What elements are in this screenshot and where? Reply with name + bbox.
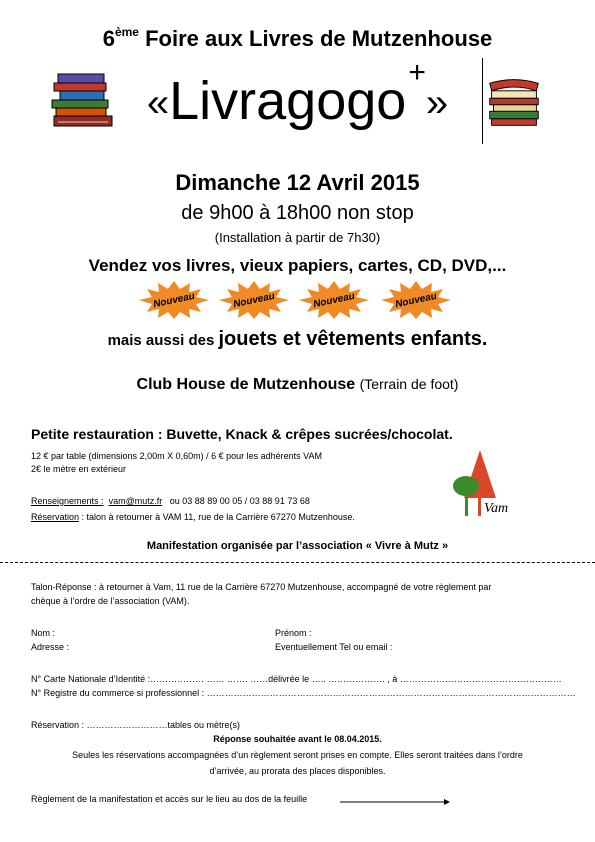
edition-number: 6: [102, 26, 115, 51]
organiser-line: Manifestation organisée par l’association « Vivre à Mutz »: [146, 540, 449, 552]
deadline-note: Réponse souhaitée avant le 08.04.2015.: [213, 734, 382, 744]
also-prefix: mais aussi des: [107, 332, 219, 349]
arrow-right-icon: [340, 794, 450, 804]
open-books-icon: [484, 74, 544, 134]
firstname-field-label: Prénom :: [275, 628, 312, 638]
contact-line: [31, 496, 310, 506]
brand-plus: +: [408, 56, 426, 89]
new-badge-label: Nouveau: [232, 290, 276, 311]
brand-close-quote: »: [425, 81, 449, 125]
brand-text: Livragogo: [169, 71, 407, 131]
edition-suffix: ème: [114, 24, 139, 39]
rules-note: [31, 794, 307, 804]
fair-title: [0, 26, 595, 52]
trade-register-field: N° Registre du commerce si professionnel : ……………………………………………………………………………………………………………: [31, 688, 576, 698]
vam-logo-text: Vam: [484, 501, 509, 516]
contact-email[interactable]: vam@mutz.fr: [108, 496, 163, 506]
price-table: 12 € par table (dimensions 2,00m X 0,60m) / 6 € pour les adhérents VAM: [31, 451, 322, 461]
vam-logo: [440, 446, 510, 522]
catering-line: Petite restauration : Buvette, Knack & crêpes sucrées/chocolat.: [31, 426, 453, 442]
reservation-text: : talon à retourner à VAM 11, rue de la Carrière 67270 Mutzenhouse.: [79, 512, 355, 522]
contact-phone: ou 03 88 89 00 05 / 03 88 91 73 68: [169, 496, 310, 506]
id-card-field: N° Carte Nationale d’Identité :……………… …… ……. ……délivrée le ….. ………………. , à ………………………………………………: [31, 674, 562, 684]
form-note-1: Seules les réservations accompagnées d’un règlement seront prises en compte. Elles seront traitées dans l’ordre: [72, 750, 523, 760]
new-badge-label: Nouveau: [152, 290, 196, 311]
event-hours: de 9h00 à 18h00 non stop: [181, 202, 414, 224]
venue-name: Club House de Mutzenhouse: [136, 376, 356, 393]
address-field-label: Adresse :: [31, 642, 70, 652]
also-line: [0, 328, 595, 351]
rules-text: Règlement de la manifestation et accès sur le lieu au dos de la feuille: [31, 794, 308, 804]
form-intro-2: chèque à l’ordre de l’association (VAM).: [31, 596, 190, 606]
price-outdoor: 2€ le mètre en extérieur: [31, 464, 127, 474]
cut-line: [0, 562, 595, 563]
reservation-line: [31, 512, 355, 522]
divider-line: [482, 58, 483, 144]
contact-label: Renseignements :: [31, 496, 104, 506]
new-badge: [380, 280, 452, 320]
form-note-2: d’arrivée, au prorata des places disponibles.: [209, 766, 386, 776]
new-badge-label: Nouveau: [312, 290, 356, 311]
reservation-field: Réservation : ………………………tables ou mètre(s): [31, 720, 241, 730]
reservation-label: Réservation: [31, 512, 80, 522]
event-date: Dimanche 12 Avril 2015: [175, 170, 420, 195]
brand-open-quote: «: [146, 81, 170, 125]
new-badge: [138, 280, 210, 320]
contact-field-label: Eventuellement Tel ou email :: [275, 642, 393, 652]
name-field-label: Nom :: [31, 628, 56, 638]
new-badge: [298, 280, 370, 320]
also-main: jouets et vêtements enfants.: [218, 328, 488, 350]
new-badge: [218, 280, 290, 320]
fair-title-text: Foire aux Livres de Mutzenhouse: [138, 26, 493, 51]
venue-note: (Terrain de foot): [359, 376, 459, 392]
install-time: (Installation à partir de 7h30): [214, 230, 381, 245]
venue: [0, 376, 595, 394]
sell-line: Vendez vos livres, vieux papiers, cartes, CD, DVD,...: [88, 256, 507, 275]
new-badge-label: Nouveau: [394, 290, 438, 311]
form-intro-1: Talon-Réponse : à retourner à Vam, 11 rue de la Carrière 67270 Mutzenhouse, accompagné de votre règlement par: [31, 582, 492, 592]
